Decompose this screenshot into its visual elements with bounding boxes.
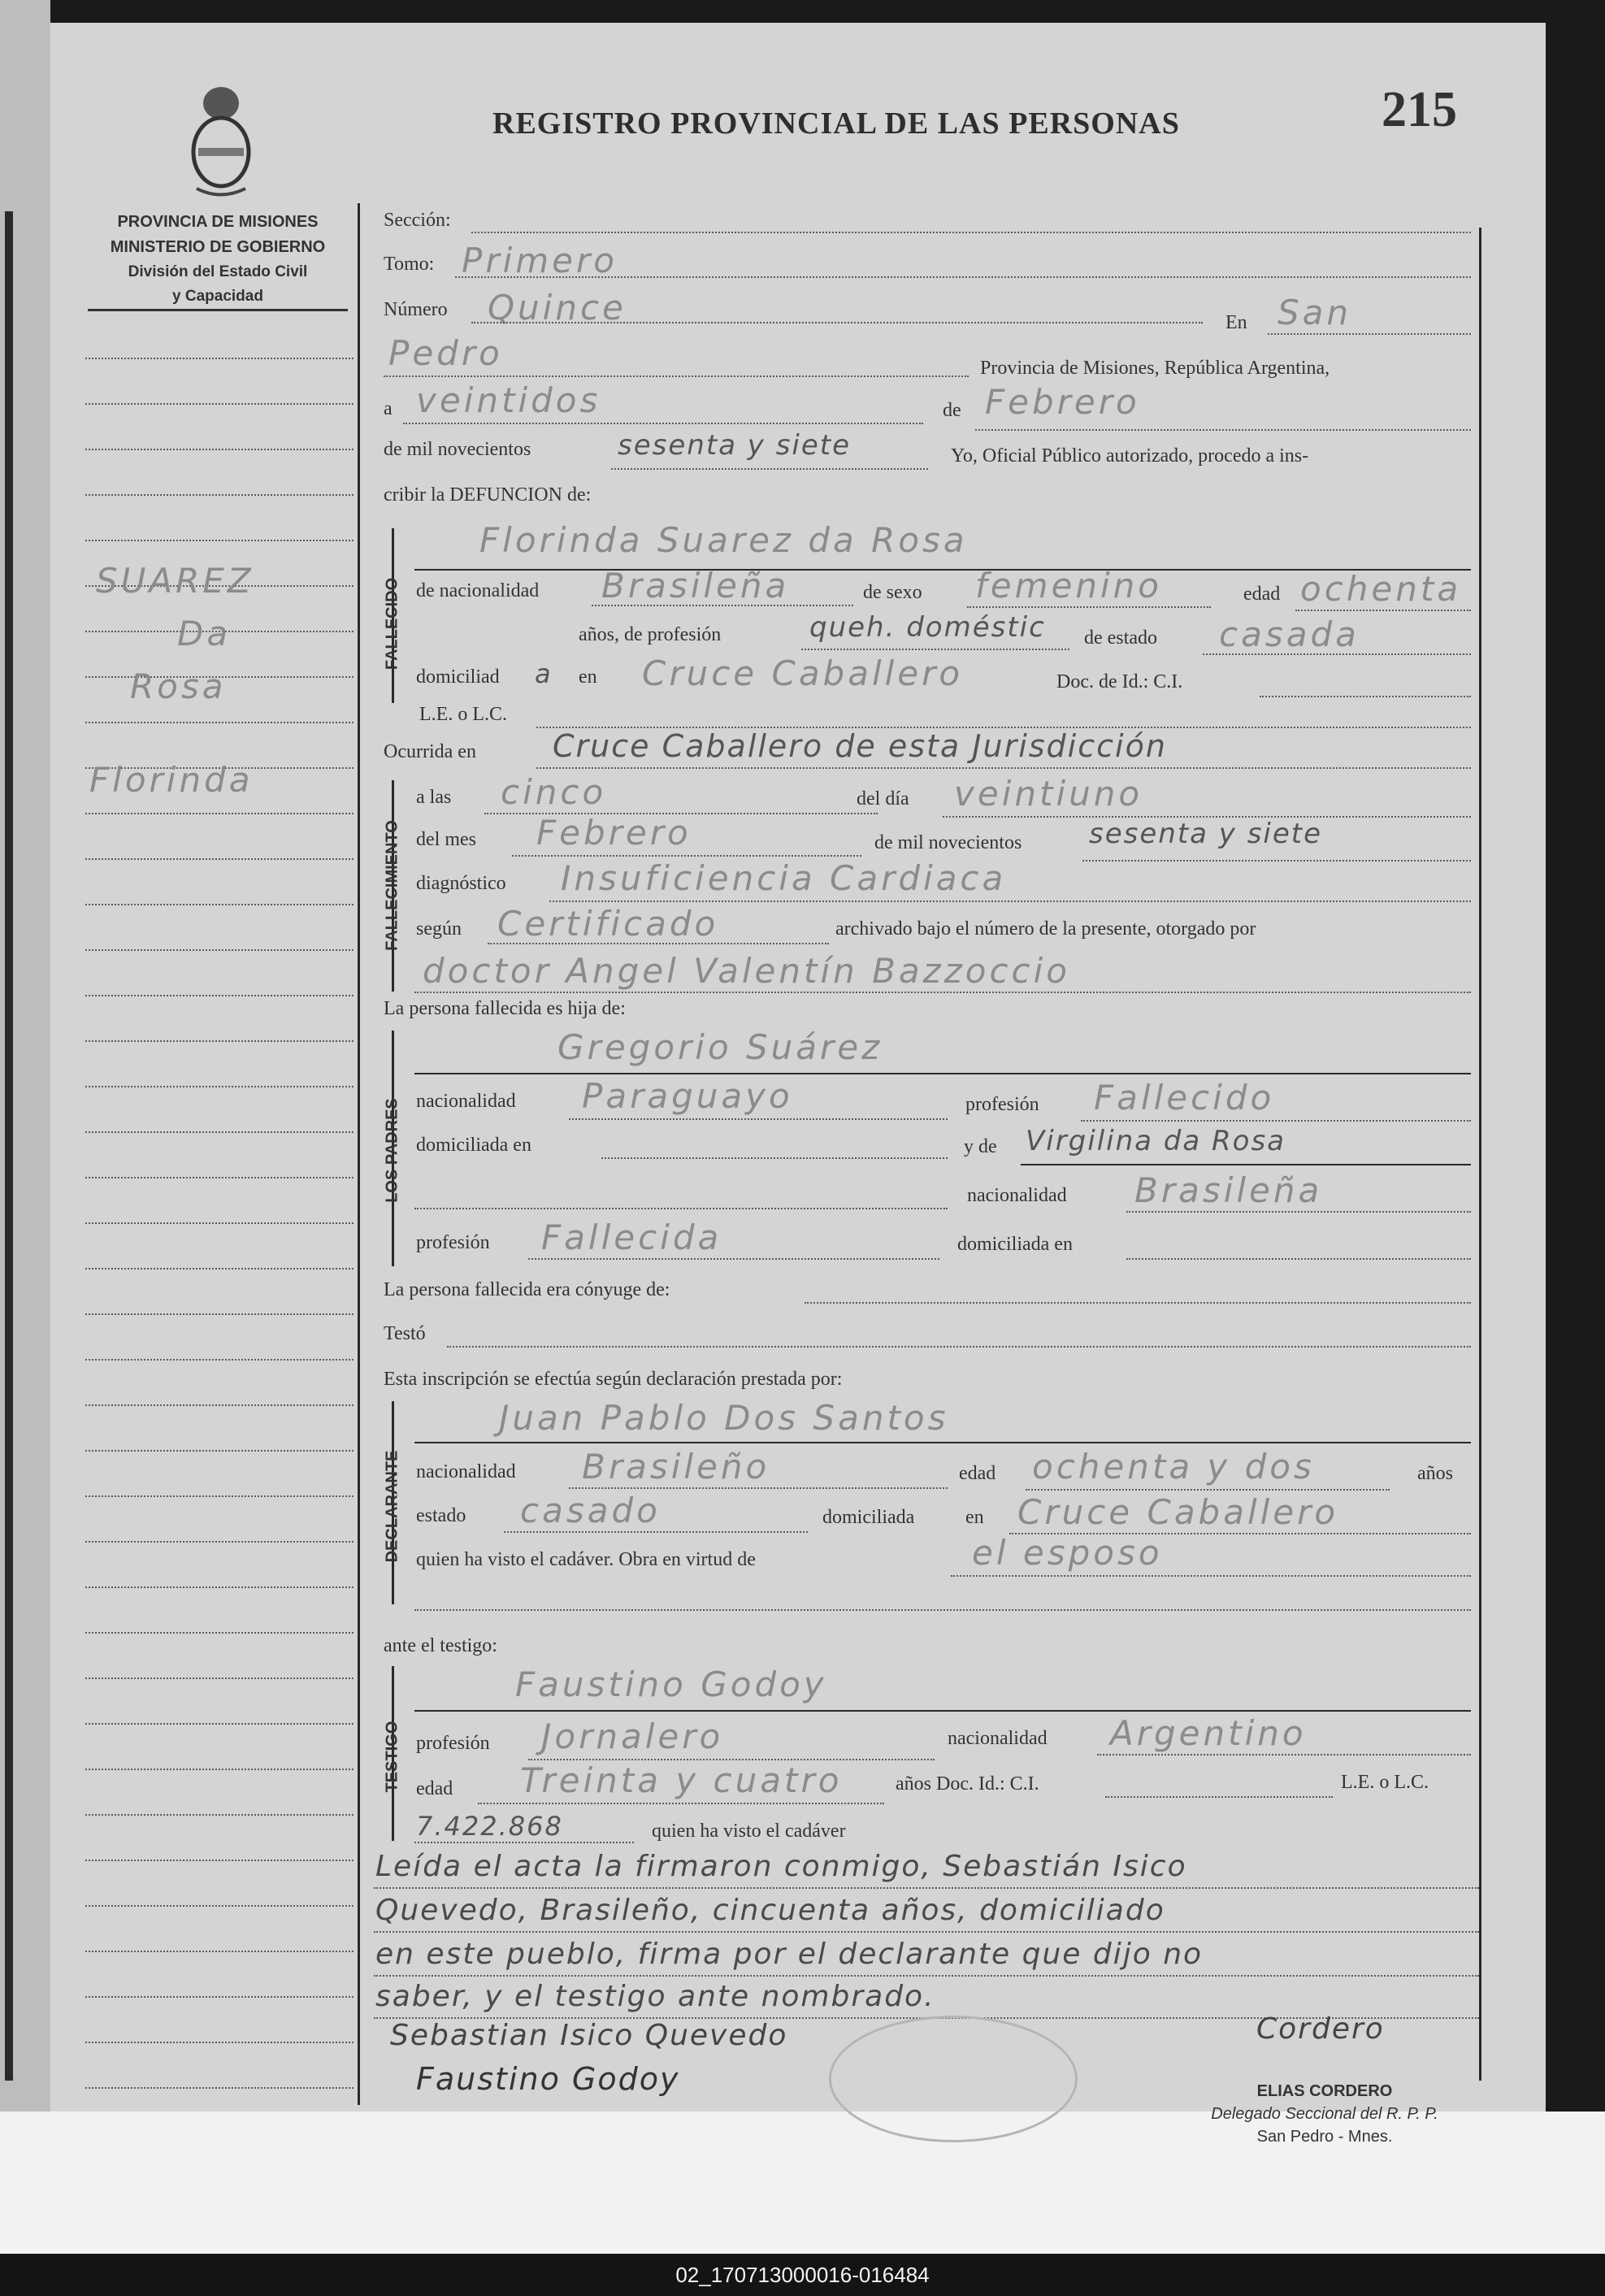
prof-line [801, 649, 1069, 650]
a-value: veintidos [416, 380, 601, 420]
decl-anios-label: años [1417, 1463, 1453, 1484]
conyuge-line [805, 1302, 1471, 1304]
seccion-line [471, 232, 1471, 233]
doctor-line [414, 992, 1471, 993]
decl-edad-label: edad [959, 1463, 996, 1484]
margin-rule-line [85, 1450, 354, 1452]
de-label: de [943, 400, 961, 421]
test-nac-line [1097, 1754, 1471, 1756]
closing-line-2: Quevedo, Brasileño, cincuenta años, domiciliado [375, 1894, 1165, 1927]
fallecido-name: Florinda Suarez da Rosa [479, 520, 968, 560]
margin-rule-line [85, 1996, 354, 1998]
margin-given-name: Florinda [89, 760, 254, 800]
margin-rule-line [85, 1404, 354, 1406]
mil-line-2 [1082, 860, 1471, 862]
margin-rule-line [85, 1814, 354, 1816]
mes-line [512, 855, 861, 857]
closing-line-1: Leída el acta la firmaron conmigo, Sebastián Isico [375, 1850, 1187, 1883]
margin-surname-2: Rosa [130, 666, 227, 706]
testo-label: Testó [384, 1323, 426, 1344]
margin-surname: SUAREZ [96, 561, 254, 601]
margin-rule-line [85, 1086, 354, 1087]
facing-page-edge [0, 0, 50, 2121]
test-edad-label: edad [416, 1778, 453, 1799]
margin-rule-line [85, 904, 354, 905]
header-divider [88, 309, 348, 311]
margin-rule-line [85, 2087, 354, 2089]
margin-rule-line [85, 1951, 354, 1952]
test-nac-value: Argentino [1110, 1713, 1307, 1753]
stamp-place: San Pedro - Mnes. [1256, 2128, 1393, 2146]
decl-visto-text: quien ha visto el cadáver. Obra en virtud de [416, 1549, 756, 1570]
mil-value-2: sesenta y siete [1089, 818, 1323, 850]
division-line-2: y Capacidad [172, 288, 263, 305]
seccion-label: Sección: [384, 210, 451, 231]
margin-rule-line [85, 1632, 354, 1634]
de-line [975, 429, 1471, 431]
division-line-1: División del Estado Civil [128, 263, 308, 280]
margin-rule-line [85, 1313, 354, 1315]
mother-dom-line [1126, 1258, 1471, 1260]
decl-nac-line [569, 1487, 948, 1489]
closing-rule-1 [374, 1887, 1479, 1889]
test-le-label: L.E. o L.C. [1341, 1772, 1429, 1793]
tomo-label: Tomo: [384, 254, 435, 275]
sexo-value: femenino [975, 566, 1162, 605]
tomo-value: Primero [462, 241, 618, 280]
doc-label: Doc. de Id.: C.I. [1056, 671, 1183, 692]
declarante-section-label: DECLARANTE [383, 1450, 401, 1563]
mother-dom-label: domiciliada en [957, 1234, 1073, 1255]
test-nac-label: nacionalidad [948, 1728, 1048, 1749]
decl-en-label: en [965, 1507, 984, 1528]
fallecido-section-label: FALLECIDO [383, 577, 401, 671]
margin-rule-line [85, 1678, 354, 1679]
domiciliado-label: domiciliad [416, 666, 500, 688]
doctor-value: doctor Angel Valentín Bazzoccio [423, 951, 1071, 991]
decl-estado-value: casado [520, 1491, 661, 1530]
test-edad-line [478, 1803, 884, 1804]
declarante-name: Juan Pablo Dos Santos [499, 1398, 949, 1438]
testigo-intro: ante el testigo: [384, 1635, 497, 1656]
test-prof-value: Jornalero [541, 1717, 724, 1756]
ministry-name: MINISTERIO DE GOBIERNO [110, 238, 326, 256]
profesion-value: queh. doméstic [809, 611, 1046, 644]
en-value: San [1277, 293, 1352, 332]
segun-label: según [416, 918, 462, 940]
official-seal [829, 2016, 1078, 2142]
inscribir-text: cribir la DEFUNCION de: [384, 484, 592, 506]
father-line [414, 1073, 1471, 1074]
mother-line [1021, 1164, 1471, 1165]
father-name: Gregorio Suárez [557, 1027, 883, 1067]
declarante-intro: Esta inscripción se efectúa según declaración prestada por: [384, 1369, 843, 1390]
margin-rule-line [85, 813, 354, 814]
margin-particle: Da [177, 614, 232, 653]
a-label: a [384, 398, 393, 419]
father-nac-line [569, 1118, 948, 1120]
edad-value: ochenta [1300, 569, 1462, 609]
conyuge-text: La persona fallecida era cónyuge de: [384, 1279, 670, 1300]
decl-virtud-line [951, 1575, 1471, 1577]
margin-vertical-rule [358, 203, 360, 2105]
decl-edad-line [1026, 1489, 1390, 1491]
closing-rule-2 [374, 1931, 1479, 1933]
margin-rule-line [85, 403, 354, 405]
ocurrida-value: Cruce Caballero de esta Jurisdicción [553, 728, 1167, 764]
nacionalidad-label: de nacionalidad [416, 580, 540, 601]
test-visto-text: quien ha visto el cadáver [652, 1821, 846, 1842]
testigo-section-label: TESTIGO [383, 1721, 401, 1793]
decl-blank-line [414, 1609, 1471, 1611]
margin-rule-line [85, 1359, 354, 1361]
father-nac-value: Paraguayo [582, 1076, 793, 1116]
nac-line [592, 605, 853, 606]
father-dom-line [601, 1157, 948, 1159]
alas-label: a las [416, 787, 452, 808]
test-doc-line [1105, 1796, 1333, 1798]
nacionalidad-value: Brasileña [601, 566, 790, 605]
estado-line [1203, 653, 1471, 655]
margin-rule-line [85, 1723, 354, 1725]
margin-rule-line [85, 995, 354, 996]
signature-cordero: Cordero [1256, 2012, 1385, 2046]
ocurrida-line [536, 767, 1471, 769]
mother-prof-label: profesión [416, 1232, 490, 1253]
stamp-name: ELIAS CORDERO [1256, 2082, 1393, 2100]
diagnostico-label: diagnóstico [416, 873, 506, 894]
margin-rule-line [85, 1131, 354, 1133]
mother-name: Virgilina da Rosa [1026, 1125, 1286, 1157]
margin-rule-line [85, 449, 354, 450]
test-doc-label: años Doc. Id.: C.I. [896, 1773, 1039, 1795]
edad-line [1295, 610, 1471, 611]
fallecimiento-section-label: FALLECIMIENTO [383, 820, 401, 951]
margin-rule-line [85, 1222, 354, 1224]
margin-rule-line [85, 540, 354, 541]
padres-blank-line [414, 1208, 948, 1209]
test-edad-value: Treinta y cuatro [520, 1760, 843, 1800]
mil-line [611, 468, 928, 470]
de-value: Febrero [985, 382, 1140, 422]
margin-rule-line [85, 1541, 354, 1543]
test-ci-value: 7.422.868 [416, 1811, 563, 1842]
testigo-name: Faustino Godoy [515, 1664, 827, 1704]
en-label-2: en [579, 666, 597, 688]
scan-filename: 02_170713000016-016484 [0, 2254, 1605, 2296]
margin-rule-line [85, 1860, 354, 1861]
mil-value: sesenta y siete [618, 429, 852, 462]
closing-rule-3 [374, 1975, 1479, 1977]
margin-rule-line [85, 1586, 354, 1588]
padres-section-label: LOS PADRES [383, 1098, 401, 1203]
mother-nac-label: nacionalidad [967, 1185, 1067, 1206]
mil-label: de mil novecientos [384, 439, 531, 460]
mil-label-2: de mil novecientos [874, 832, 1022, 853]
decl-estado-line [504, 1531, 808, 1533]
domicilio-value: Cruce Caballero [642, 653, 964, 693]
test-ci-line [414, 1842, 634, 1843]
decl-dom-label: domiciliada [822, 1507, 915, 1528]
padres-intro: La persona fallecida es hija de: [384, 998, 626, 1019]
archivado-text: archivado bajo el número de la presente, otorgado por [835, 918, 1256, 940]
dia-value: veintiuno [954, 774, 1143, 814]
margin-rule-line [85, 1769, 354, 1770]
mother-nac-value: Brasileña [1134, 1170, 1323, 1210]
decl-dom-value: Cruce Caballero [1017, 1492, 1339, 1532]
decl-virtud-value: el esposo [972, 1533, 1163, 1573]
oficial-text: Yo, Oficial Público autorizado, procedo a ins- [951, 445, 1309, 467]
margin-rule-line [85, 1495, 354, 1497]
dia-label: del día [857, 788, 909, 809]
coat-of-arms-icon [180, 83, 262, 201]
numero-value: Quince [488, 288, 627, 328]
segun-line [488, 943, 829, 944]
margin-rule-line [85, 1268, 354, 1270]
margin-rule-line [85, 2042, 354, 2043]
margin-rule-line [85, 358, 354, 359]
place-line [384, 375, 969, 377]
a-line [403, 423, 923, 424]
margin-rule-line [85, 722, 354, 723]
decl-nac-label: nacionalidad [416, 1461, 516, 1482]
domiciliado-suffix: a [535, 658, 553, 689]
margin-rule-line [85, 1040, 354, 1042]
signature-quevedo: Sebastian Isico Quevedo [390, 2019, 788, 2052]
decl-nac-value: Brasileño [582, 1447, 770, 1487]
margin-rule-line [85, 1905, 354, 1907]
le-label: L.E. o L.C. [419, 704, 507, 725]
alas-value: cinco [501, 772, 607, 812]
doc-line [1260, 696, 1471, 697]
margin-rule-line [85, 949, 354, 951]
diagnostico-value: Insuficiencia Cardiaca [561, 858, 1007, 898]
yde-label: y de [964, 1136, 997, 1157]
decl-estado-label: estado [416, 1505, 466, 1526]
ocurrida-label: Ocurrida en [384, 741, 476, 762]
sexo-line [967, 606, 1211, 608]
test-prof-label: profesión [416, 1733, 490, 1754]
tomo-line [455, 276, 1471, 278]
right-vertical-rule [1479, 228, 1481, 2081]
en-label: En [1225, 312, 1247, 333]
testo-line [447, 1346, 1471, 1348]
declarante-name-line [414, 1442, 1471, 1443]
numero-line [471, 322, 1203, 323]
father-prof-line [1081, 1120, 1471, 1122]
decl-edad-value: ochenta y dos [1032, 1447, 1315, 1487]
signature-godoy: Faustino Godoy [416, 2061, 680, 2097]
father-nac-label: nacionalidad [416, 1091, 516, 1112]
closing-line-3: en este pueblo, firma por el declarante que dijo no [375, 1938, 1204, 1971]
segun-value: Certificado [497, 904, 719, 944]
page-title: REGISTRO PROVINCIAL DE LAS PERSONAS [492, 106, 1180, 141]
margin-rule-line [85, 494, 354, 496]
mother-prof-line [528, 1258, 939, 1260]
estado-label: de estado [1084, 627, 1157, 649]
en-line [1268, 333, 1471, 335]
mother-prof-value: Fallecida [541, 1217, 722, 1257]
stamp-title: Delegado Seccional del R. P. P. [1211, 2105, 1438, 2123]
anios-label: años, de profesión [579, 624, 722, 645]
edad-label: edad [1243, 584, 1281, 605]
place-value: Pedro [388, 333, 503, 373]
mes-value: Febrero [536, 813, 692, 853]
margin-rule-line [85, 1177, 354, 1178]
sexo-label: de sexo [863, 582, 922, 603]
diag-line [549, 901, 1471, 902]
father-dom-label: domiciliada en [416, 1135, 531, 1156]
father-prof-label: profesión [965, 1094, 1039, 1115]
father-prof-value: Fallecido [1094, 1078, 1275, 1118]
margin-rule-line [85, 858, 354, 860]
numero-label: Número [384, 299, 448, 320]
testigo-name-line [414, 1710, 1471, 1712]
page-number: 215 [1382, 82, 1457, 137]
provincia-text: Provincia de Misiones, República Argentina, [980, 358, 1330, 379]
mother-nac-line [1126, 1211, 1471, 1213]
province-name: PROVINCIA DE MISIONES [117, 213, 319, 231]
mes-label: del mes [416, 829, 476, 850]
closing-line-4: saber, y el testigo ante nombrado. [375, 1980, 935, 2013]
estado-value: casada [1219, 614, 1360, 654]
